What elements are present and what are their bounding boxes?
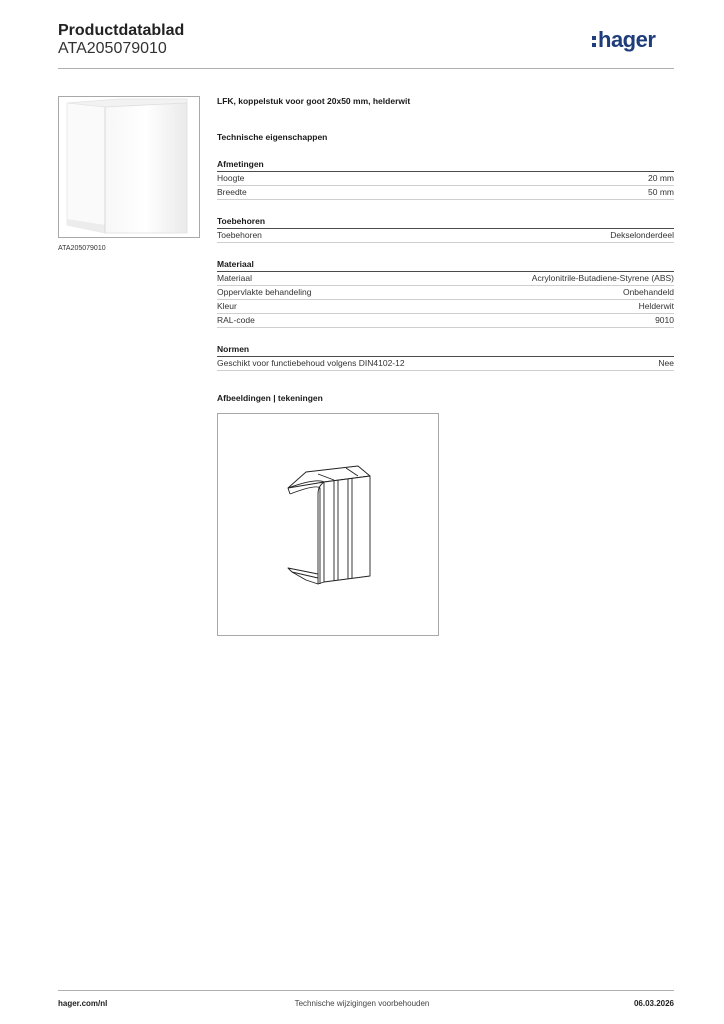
product-drawing <box>217 413 439 636</box>
photo-caption: ATA205079010 <box>58 245 106 252</box>
spec-row <box>217 186 674 200</box>
spec-group-material <box>217 258 674 328</box>
footer-disclaimer: Technische wijzigingen voorbehouden <box>294 999 430 1008</box>
spec-row <box>217 286 674 300</box>
spec-label: Geschikt voor functiebehoud volgens DIN4102-12 <box>217 358 405 368</box>
spec-group-title: Normen <box>217 343 674 357</box>
spec-row <box>217 172 674 186</box>
spec-label: Materiaal <box>217 273 252 283</box>
product-name: LFK, koppelstuk voor goot 20x50 mm, helderwit <box>217 96 411 106</box>
spec-label: Oppervlakte behandeling <box>217 287 312 297</box>
svg-text:hager: hager <box>598 28 656 52</box>
spec-row <box>217 229 674 243</box>
hager-logo <box>592 28 674 56</box>
spec-row <box>217 357 674 371</box>
spec-label: Breedte <box>217 187 247 197</box>
spec-value: Onbehandeld <box>622 287 674 297</box>
product-sku: ATA205079010 <box>58 40 167 57</box>
spec-group-standards <box>217 343 674 371</box>
spec-value: 20 mm <box>648 173 674 183</box>
spec-row <box>217 314 674 328</box>
footer-website-link[interactable]: hager.com/nl <box>58 999 108 1008</box>
spec-value: 9010 <box>655 315 674 325</box>
spec-value: Dekselonderdeel <box>610 230 674 240</box>
product-photo <box>58 96 200 238</box>
spec-group-title: Afmetingen <box>217 158 674 172</box>
spec-group-accessories <box>217 215 674 243</box>
spec-label: RAL-code <box>217 315 255 325</box>
footer-date: 06.03.2026 <box>633 999 674 1008</box>
technical-heading: Technische eigenschappen <box>217 132 328 142</box>
spec-label: Kleur <box>217 301 237 311</box>
spec-group-dimensions <box>217 158 674 200</box>
spec-value: Helderwit <box>638 301 674 311</box>
spec-value: Acrylonitrile-Butadiene-Styrene (ABS) <box>531 273 674 283</box>
product-details <box>217 96 674 636</box>
spec-value: Nee <box>658 358 674 368</box>
spec-value: 50 mm <box>648 187 674 197</box>
spec-label: Hoogte <box>217 173 245 183</box>
spec-label: Toebehoren <box>217 230 262 240</box>
page-title: Productdatablad <box>58 22 185 39</box>
images-heading: Afbeeldingen | tekeningen <box>217 393 323 403</box>
footer-divider <box>58 990 674 991</box>
spec-group-title: Materiaal <box>217 258 674 272</box>
spec-row <box>217 272 674 286</box>
header-divider <box>58 68 674 69</box>
spec-row <box>217 300 674 314</box>
spec-group-title: Toebehoren <box>217 215 674 229</box>
